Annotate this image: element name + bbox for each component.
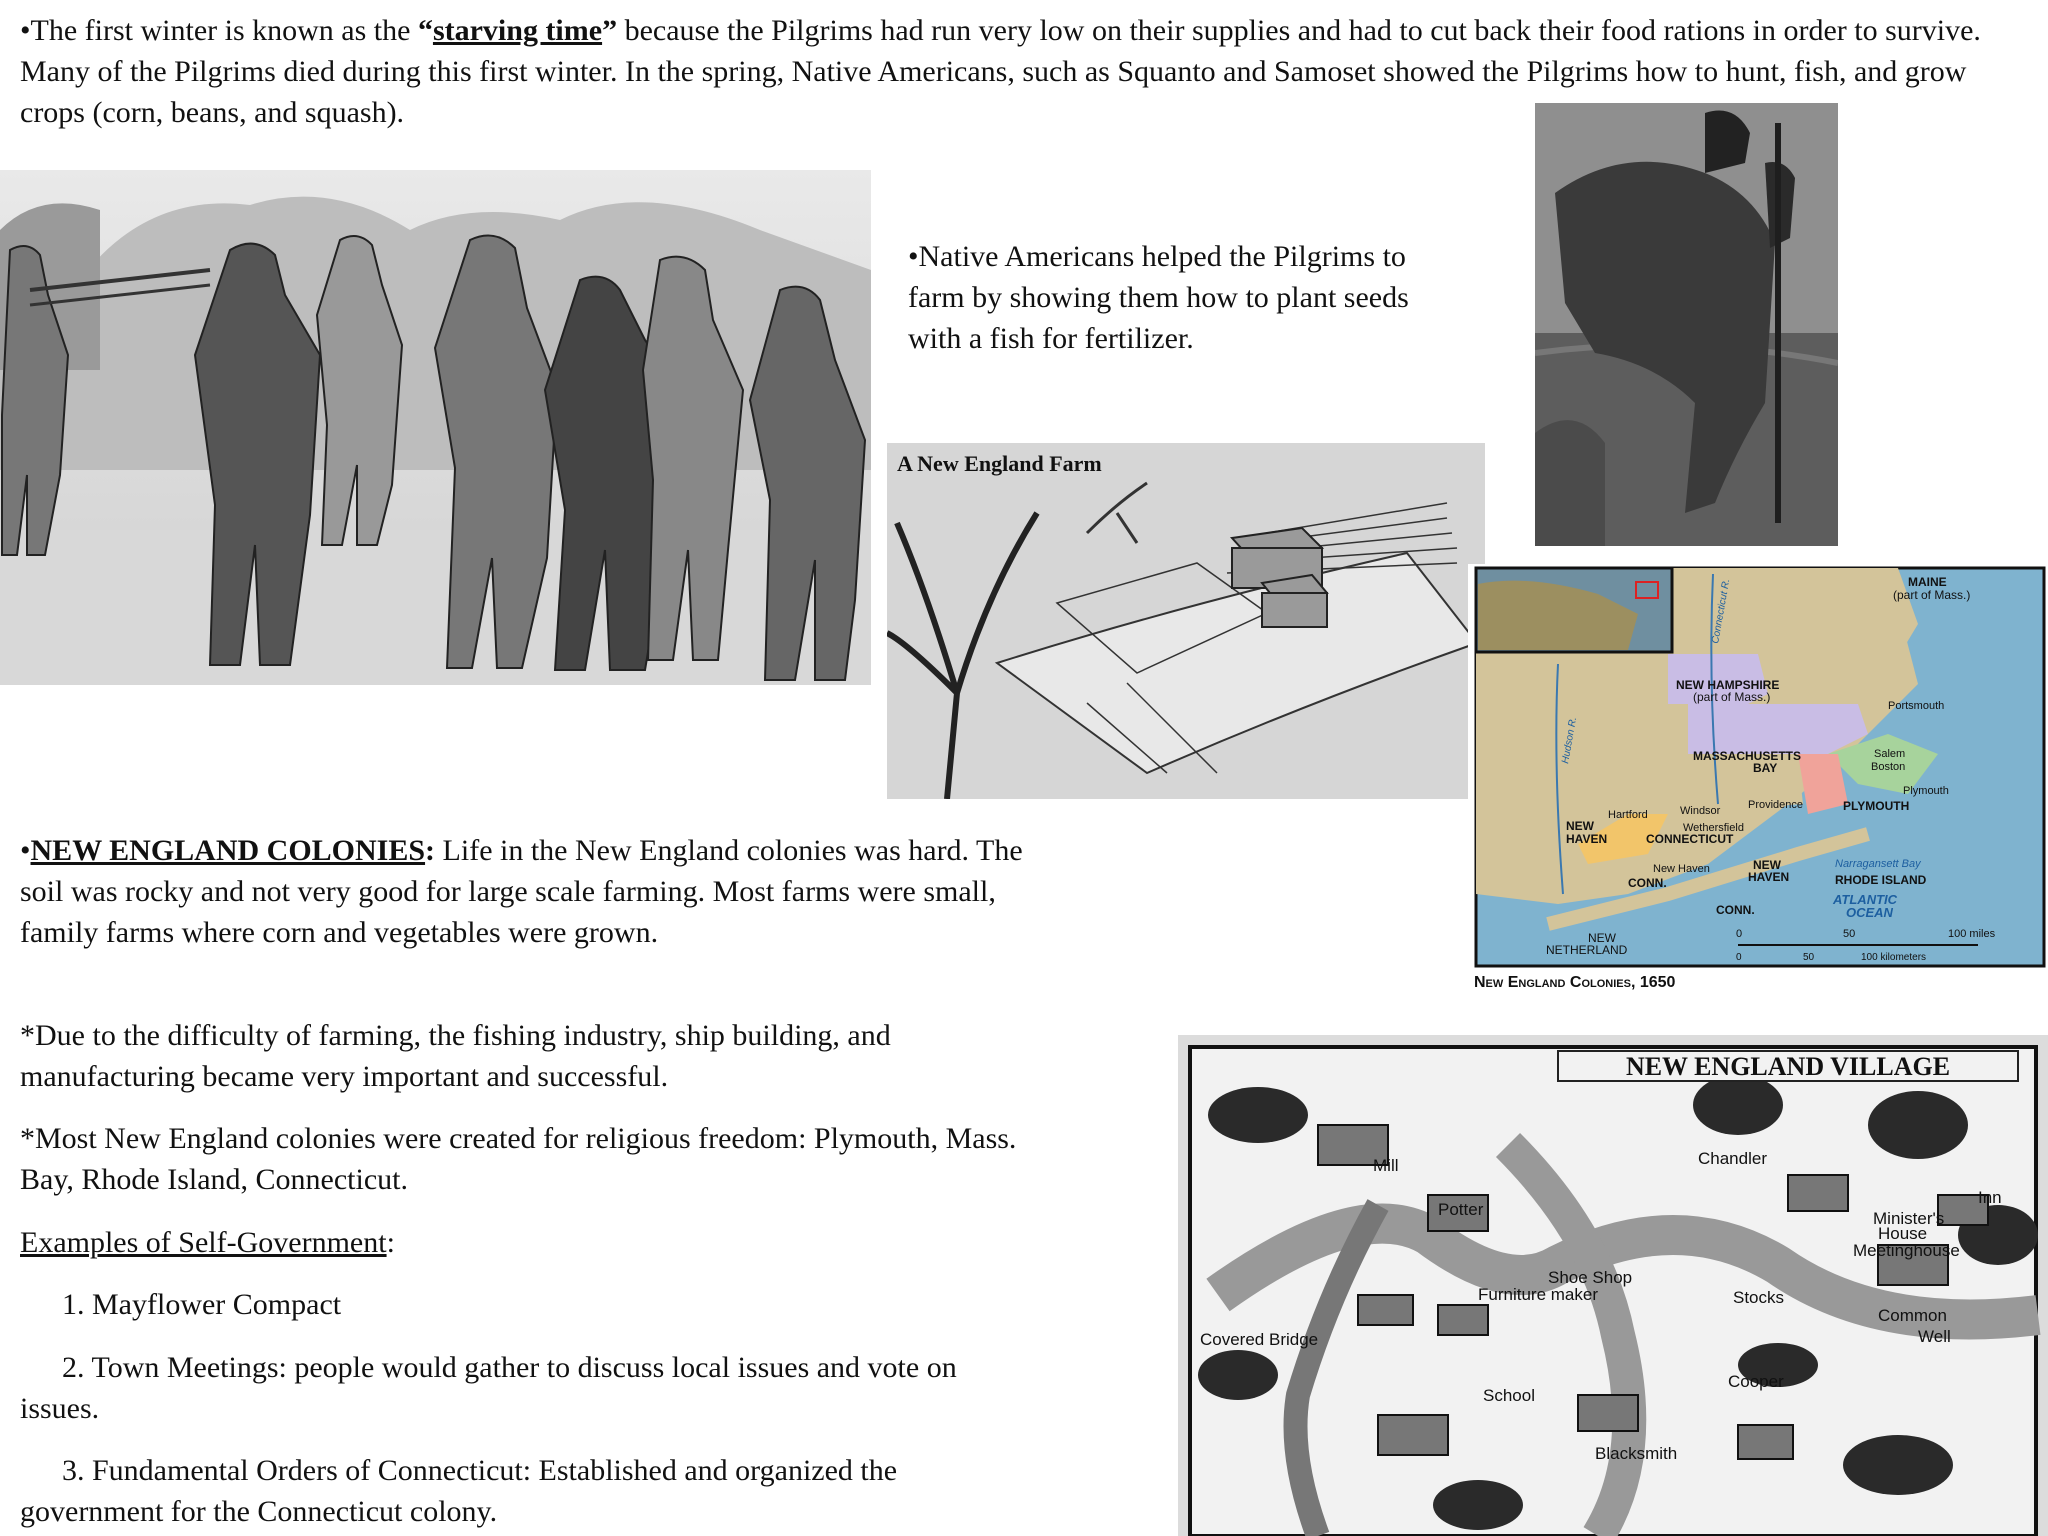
- village-label-mill: Mill: [1373, 1156, 1399, 1175]
- village-label-shoe-shop: Shoe Shop: [1548, 1268, 1633, 1287]
- self-government-label: Examples of Self-Government: [20, 1226, 387, 1259]
- village-label-well: Well: [1918, 1327, 1951, 1346]
- map-scale-50b: 50: [1803, 952, 1815, 963]
- planting-photo: [1535, 103, 1838, 546]
- map-label-rhode-island: RHODE ISLAND: [1835, 873, 1927, 887]
- map-scale-0b: 0: [1736, 952, 1742, 963]
- colonies-heading: NEW ENGLAND COLONIES: [30, 834, 426, 867]
- colonies-bullet: •: [20, 834, 31, 867]
- map-label-new-netherland-b: NETHERLAND: [1546, 943, 1628, 957]
- quote-open: “: [417, 14, 433, 47]
- map-scale-0: 0: [1736, 928, 1743, 940]
- village-label-furniture: Furniture maker: [1478, 1285, 1598, 1304]
- map-caption: New England Colonies, 1650: [1474, 974, 1676, 991]
- colonies-colon: :: [425, 834, 436, 867]
- new-england-farm-illustration: [887, 443, 1485, 799]
- starving-time-term: starving time: [432, 14, 603, 47]
- intro-post-text: because the Pilgrims had run very low on their supplies and had to cut back their food rations in order to survive. Many of the Pilgrims died during this first winter. In the spring, Native Americans, such as Squanto and Samoset showed the Pilgrims how to hunt, fish, and grow crops (corn, beans, and squash).: [20, 14, 1981, 129]
- village-label-common: Common: [1878, 1306, 1947, 1325]
- village-label-chandler: Chandler: [1698, 1149, 1767, 1168]
- map-scale-50: 50: [1843, 928, 1856, 940]
- map-label-new-haven2-b: HAVEN: [1748, 870, 1790, 884]
- village-label-blacksmith: Blacksmith: [1595, 1444, 1678, 1463]
- difficulty-paragraph: *Due to the difficulty of farming, the fishing industry, ship building, and manufacturing became very important and successful.: [20, 1019, 891, 1093]
- village-label-potter: Potter: [1438, 1200, 1484, 1219]
- map-label-salem: Salem: [1874, 748, 1906, 760]
- map-label-maine-sub: (part of Mass.): [1893, 588, 1971, 602]
- map-label-nh-sub: (part of Mass.): [1693, 690, 1771, 704]
- map-label-connecticut: CONNECTICUT: [1646, 832, 1734, 846]
- intro-pre-text: The first winter is known as the: [30, 14, 418, 47]
- colonies-paragraph: [20, 830, 1040, 953]
- quote-close: ”: [602, 14, 618, 47]
- map-label-maine: MAINE: [1908, 575, 1947, 589]
- map-label-mass-bay-2: BAY: [1753, 761, 1778, 775]
- map-scale-100km: 100 kilometers: [1861, 952, 1927, 963]
- map-label-plymouth: PLYMOUTH: [1843, 799, 1910, 813]
- map-label-nh: NEW HAMPSHIRE: [1676, 678, 1780, 692]
- map-label-hartford: Hartford: [1608, 809, 1648, 821]
- village-label-inn: Inn: [1978, 1188, 2002, 1207]
- map-label-conn-river: Connecticut R.: [1710, 578, 1733, 645]
- map-label-wethersfield: Wethersfield: [1683, 822, 1744, 834]
- self-gov-item-3: 3. Fundamental Orders of Connecticut: Established and organized the government for the Connecticut colony.: [20, 1454, 898, 1528]
- village-label-meetinghouse: Meetinghouse: [1853, 1241, 1960, 1260]
- map-label-atlantic: ATLANTIC: [1833, 892, 1898, 907]
- map-label-conn2: CONN.: [1716, 903, 1755, 917]
- village-label-cooper: Cooper: [1728, 1372, 1784, 1391]
- self-government-heading: [20, 1222, 1030, 1263]
- map-label-hudson-river: Hudson R.: [1560, 716, 1580, 765]
- map-label-mass-bay: MASSACHUSETTS: [1693, 749, 1802, 763]
- new-england-colonies-map: [1468, 564, 2048, 996]
- village-label-school: School: [1483, 1386, 1535, 1405]
- pilgrims-natives-illustration: [0, 170, 871, 685]
- map-label-ocean: OCEAN: [1846, 905, 1893, 920]
- intro-bullet: •: [20, 14, 31, 47]
- religion-paragraph: *Most New England colonies were created for religious freedom: Plymouth, Mass. Bay, Rhode Island, Connecticut.: [20, 1122, 1017, 1196]
- map-label-boston: Boston: [1871, 761, 1906, 773]
- village-label-ministers-a: Minister's: [1873, 1209, 1945, 1228]
- map-label-narragansett: Narragansett Bay: [1835, 858, 1921, 870]
- map-label-providence: Providence: [1748, 799, 1804, 811]
- colonies-body: Life in the New England colonies was hard. The soil was rocky and not very good for large scale farming. Most farms were small, family farms where corn and vegetables were grown.: [20, 834, 1023, 949]
- map-label-conn-short: CONN.: [1628, 876, 1667, 890]
- native-help-text: •Native Americans helped the Pilgrims to farm by showing them how to plant seeds with a fish for fertilizer.: [908, 240, 1409, 355]
- map-label-new-netherland-a: NEW: [1588, 931, 1616, 945]
- village-label-stocks: Stocks: [1733, 1288, 1785, 1307]
- self-gov-item-1: 1. Mayflower Compact: [62, 1288, 342, 1321]
- village-label-ministers-b: House: [1878, 1224, 1928, 1243]
- new-england-village-map: [1178, 1035, 2048, 1536]
- map-scale-100mi: 100 miles: [1948, 928, 1996, 940]
- map-label-new-haven2-a: NEW: [1753, 858, 1781, 872]
- self-gov-item-2: 2. Town Meetings: people would gather to discuss local issues and vote on issues.: [20, 1351, 957, 1425]
- self-government-colon: :: [386, 1226, 395, 1259]
- farm-caption: A New England Farm: [897, 451, 1102, 476]
- map-label-plymouth-town: Plymouth: [1903, 785, 1949, 797]
- map-label-new-haven-town: New Haven: [1653, 863, 1710, 875]
- village-title: NEW ENGLAND VILLAGE: [1625, 1052, 1951, 1081]
- map-label-portsmouth: Portsmouth: [1888, 700, 1945, 712]
- village-label-covered-bridge: Covered Bridge: [1200, 1330, 1319, 1349]
- map-label-new-haven-b: HAVEN: [1566, 832, 1608, 846]
- map-label-new-haven-a: NEW: [1566, 819, 1594, 833]
- map-label-windsor: Windsor: [1680, 805, 1721, 817]
